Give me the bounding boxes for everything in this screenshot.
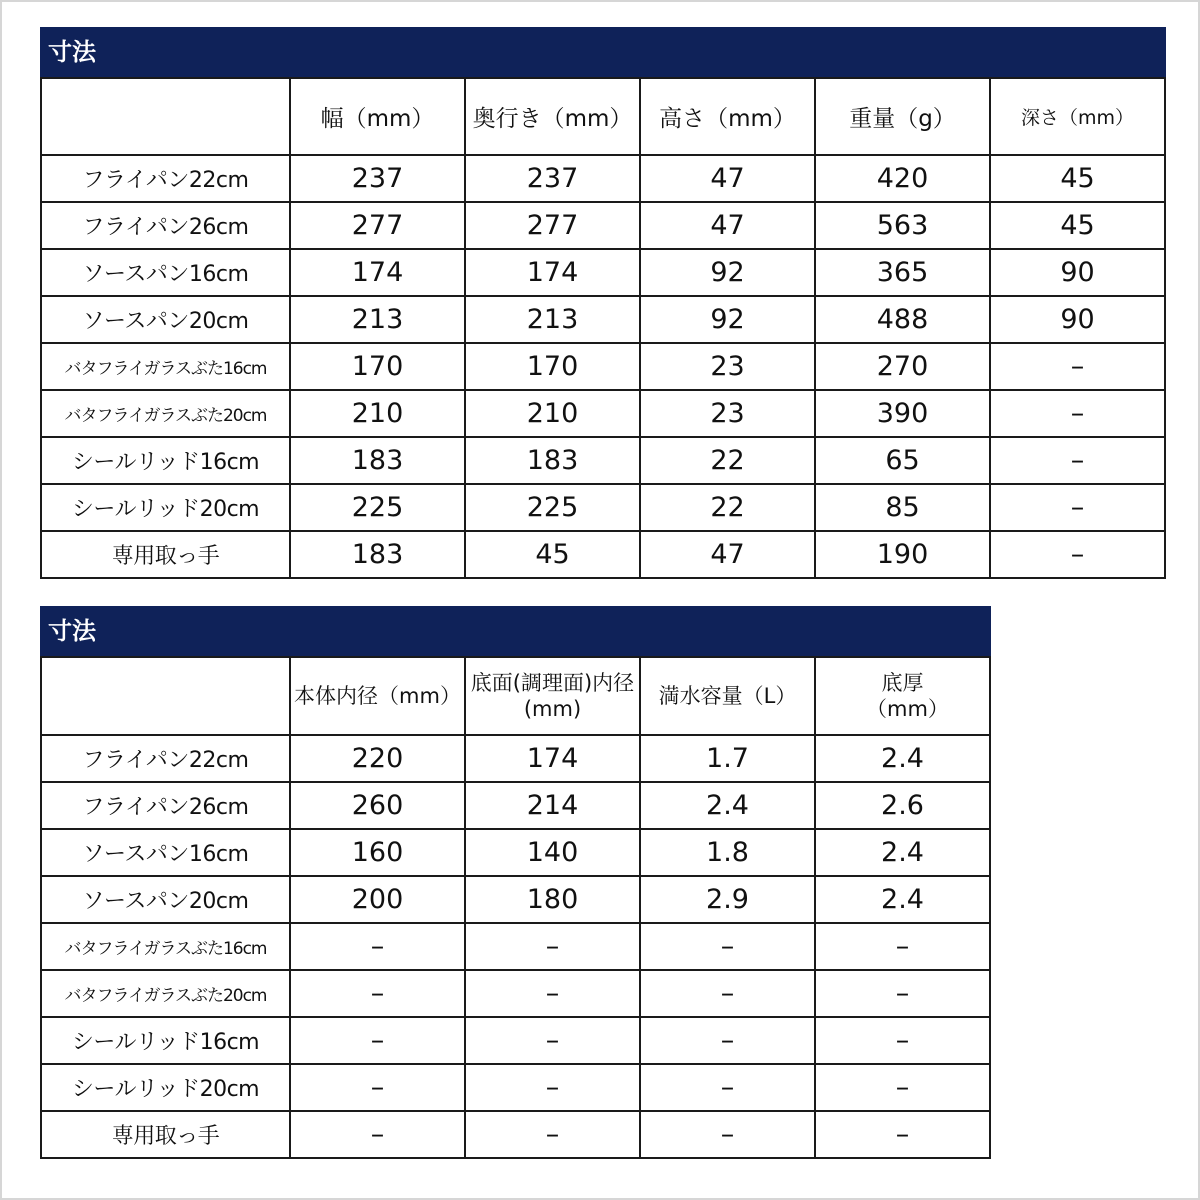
value-cell: 277 — [290, 202, 465, 249]
table-row — [41, 782, 990, 829]
value-cell: 170 — [465, 343, 640, 390]
value-cell: – — [465, 1111, 640, 1158]
value-cell: 213 — [290, 296, 465, 343]
value-cell: 214 — [465, 782, 640, 829]
value-cell: – — [290, 1064, 465, 1111]
table-row — [41, 876, 990, 923]
value-cell: 90 — [990, 249, 1165, 296]
value-cell: 170 — [290, 343, 465, 390]
value-cell: 47 — [640, 202, 815, 249]
value-cell: 277 — [465, 202, 640, 249]
table-title: 寸法 — [40, 606, 991, 656]
row-label-cell: バタフライガラスぶた20cm — [41, 970, 290, 1017]
value-cell: 22 — [640, 484, 815, 531]
table-title: 寸法 — [40, 27, 1166, 77]
value-cell: 183 — [290, 531, 465, 578]
value-cell: 1.7 — [640, 735, 815, 782]
value-cell: 200 — [290, 876, 465, 923]
value-cell: – — [990, 343, 1165, 390]
value-cell: 2.4 — [815, 829, 990, 876]
table-row — [41, 296, 1165, 343]
value-cell: – — [640, 923, 815, 970]
row-label-cell: 専用取っ手 — [41, 1111, 290, 1158]
value-cell: 2.4 — [815, 876, 990, 923]
value-cell: 23 — [640, 343, 815, 390]
table-row — [41, 437, 1165, 484]
value-cell: 390 — [815, 390, 990, 437]
value-cell: 174 — [290, 249, 465, 296]
value-cell: – — [990, 390, 1165, 437]
value-cell: 45 — [465, 531, 640, 578]
row-label-cell: バタフライガラスぶた20cm — [41, 390, 290, 437]
header-cell-blank — [41, 78, 290, 155]
table-row — [41, 202, 1165, 249]
table-row — [41, 735, 990, 782]
dimensions-table-1 — [40, 27, 1166, 579]
row-label-cell: シールリッド20cm — [41, 484, 290, 531]
table-row — [41, 531, 1165, 578]
header-cell-height: 高さ（mm） — [640, 78, 815, 155]
row-label-cell: フライパン26cm — [41, 782, 290, 829]
value-cell: – — [815, 1017, 990, 1064]
value-cell: 270 — [815, 343, 990, 390]
value-cell: – — [990, 484, 1165, 531]
row-label-cell: ソースパン20cm — [41, 296, 290, 343]
value-cell: – — [640, 1111, 815, 1158]
header-cell-inner-diameter: 本体内径（mm） — [290, 657, 465, 735]
value-cell: 365 — [815, 249, 990, 296]
table-row — [41, 1111, 990, 1158]
value-cell: 213 — [465, 296, 640, 343]
table-row — [41, 1064, 990, 1111]
value-cell: 2.6 — [815, 782, 990, 829]
row-label-cell: フライパン26cm — [41, 202, 290, 249]
value-cell: 180 — [465, 876, 640, 923]
row-label-cell: ソースパン16cm — [41, 829, 290, 876]
row-label-cell: シールリッド20cm — [41, 1064, 290, 1111]
value-cell: 225 — [465, 484, 640, 531]
table-row — [41, 155, 1165, 202]
value-cell: 65 — [815, 437, 990, 484]
table-row — [41, 249, 1165, 296]
row-label-cell: ソースパン16cm — [41, 249, 290, 296]
value-cell: 45 — [990, 155, 1165, 202]
table-row — [41, 829, 990, 876]
row-label-cell: シールリッド16cm — [41, 437, 290, 484]
row-label-cell: フライパン22cm — [41, 735, 290, 782]
value-cell: – — [465, 923, 640, 970]
value-cell: 183 — [465, 437, 640, 484]
table-row — [41, 970, 990, 1017]
header-cell-width: 幅（mm） — [290, 78, 465, 155]
value-cell: 47 — [640, 531, 815, 578]
header-cell-bottom-diameter: 底面(調理面)内径(mm) — [465, 657, 640, 735]
header-cell-weight: 重量（g） — [815, 78, 990, 155]
value-cell: 140 — [465, 829, 640, 876]
value-cell: 183 — [290, 437, 465, 484]
value-cell: 260 — [290, 782, 465, 829]
table-row — [41, 390, 1165, 437]
value-cell: – — [290, 1017, 465, 1064]
header-row — [41, 657, 990, 735]
value-cell: 92 — [640, 296, 815, 343]
row-label-cell: バタフライガラスぶた16cm — [41, 923, 290, 970]
value-cell: 237 — [290, 155, 465, 202]
table-row — [41, 1017, 990, 1064]
value-cell: – — [815, 970, 990, 1017]
value-cell: – — [290, 923, 465, 970]
value-cell: 190 — [815, 531, 990, 578]
value-cell: – — [990, 437, 1165, 484]
value-cell: 2.4 — [640, 782, 815, 829]
header-cell-depth: 奥行き（mm） — [465, 78, 640, 155]
table-row — [41, 484, 1165, 531]
value-cell: 1.8 — [640, 829, 815, 876]
value-cell: 220 — [290, 735, 465, 782]
dimensions-table-2 — [40, 606, 991, 1159]
header-row — [41, 78, 1165, 155]
value-cell: 2.9 — [640, 876, 815, 923]
value-cell: 160 — [290, 829, 465, 876]
header-cell-deepness: 深さ（mm） — [990, 78, 1165, 155]
value-cell: 85 — [815, 484, 990, 531]
value-cell: – — [990, 531, 1165, 578]
value-cell: – — [815, 1064, 990, 1111]
value-cell: 563 — [815, 202, 990, 249]
header-cell-blank — [41, 657, 290, 735]
value-cell: 488 — [815, 296, 990, 343]
spec-table — [40, 656, 991, 1159]
value-cell: 174 — [465, 249, 640, 296]
header-cell-bottom-thickness: 底厚（mm） — [815, 657, 990, 735]
value-cell: – — [465, 970, 640, 1017]
row-label-cell: ソースパン20cm — [41, 876, 290, 923]
value-cell: – — [640, 1017, 815, 1064]
value-cell: – — [290, 1111, 465, 1158]
row-label-cell: 専用取っ手 — [41, 531, 290, 578]
value-cell: – — [815, 923, 990, 970]
table-row — [41, 343, 1165, 390]
value-cell: 237 — [465, 155, 640, 202]
value-cell: 45 — [990, 202, 1165, 249]
table-row — [41, 923, 990, 970]
row-label-cell: フライパン22cm — [41, 155, 290, 202]
value-cell: 90 — [990, 296, 1165, 343]
value-cell: – — [290, 970, 465, 1017]
value-cell: – — [815, 1111, 990, 1158]
row-label-cell: バタフライガラスぶた16cm — [41, 343, 290, 390]
value-cell: 210 — [465, 390, 640, 437]
header-cell-capacity: 満水容量（L） — [640, 657, 815, 735]
value-cell: 22 — [640, 437, 815, 484]
value-cell: 420 — [815, 155, 990, 202]
value-cell: 47 — [640, 155, 815, 202]
value-cell: 174 — [465, 735, 640, 782]
value-cell: – — [640, 970, 815, 1017]
value-cell: – — [640, 1064, 815, 1111]
value-cell: 23 — [640, 390, 815, 437]
value-cell: 2.4 — [815, 735, 990, 782]
value-cell: – — [465, 1064, 640, 1111]
value-cell: – — [465, 1017, 640, 1064]
spec-table — [40, 77, 1166, 579]
row-label-cell: シールリッド16cm — [41, 1017, 290, 1064]
value-cell: 225 — [290, 484, 465, 531]
value-cell: 210 — [290, 390, 465, 437]
value-cell: 92 — [640, 249, 815, 296]
